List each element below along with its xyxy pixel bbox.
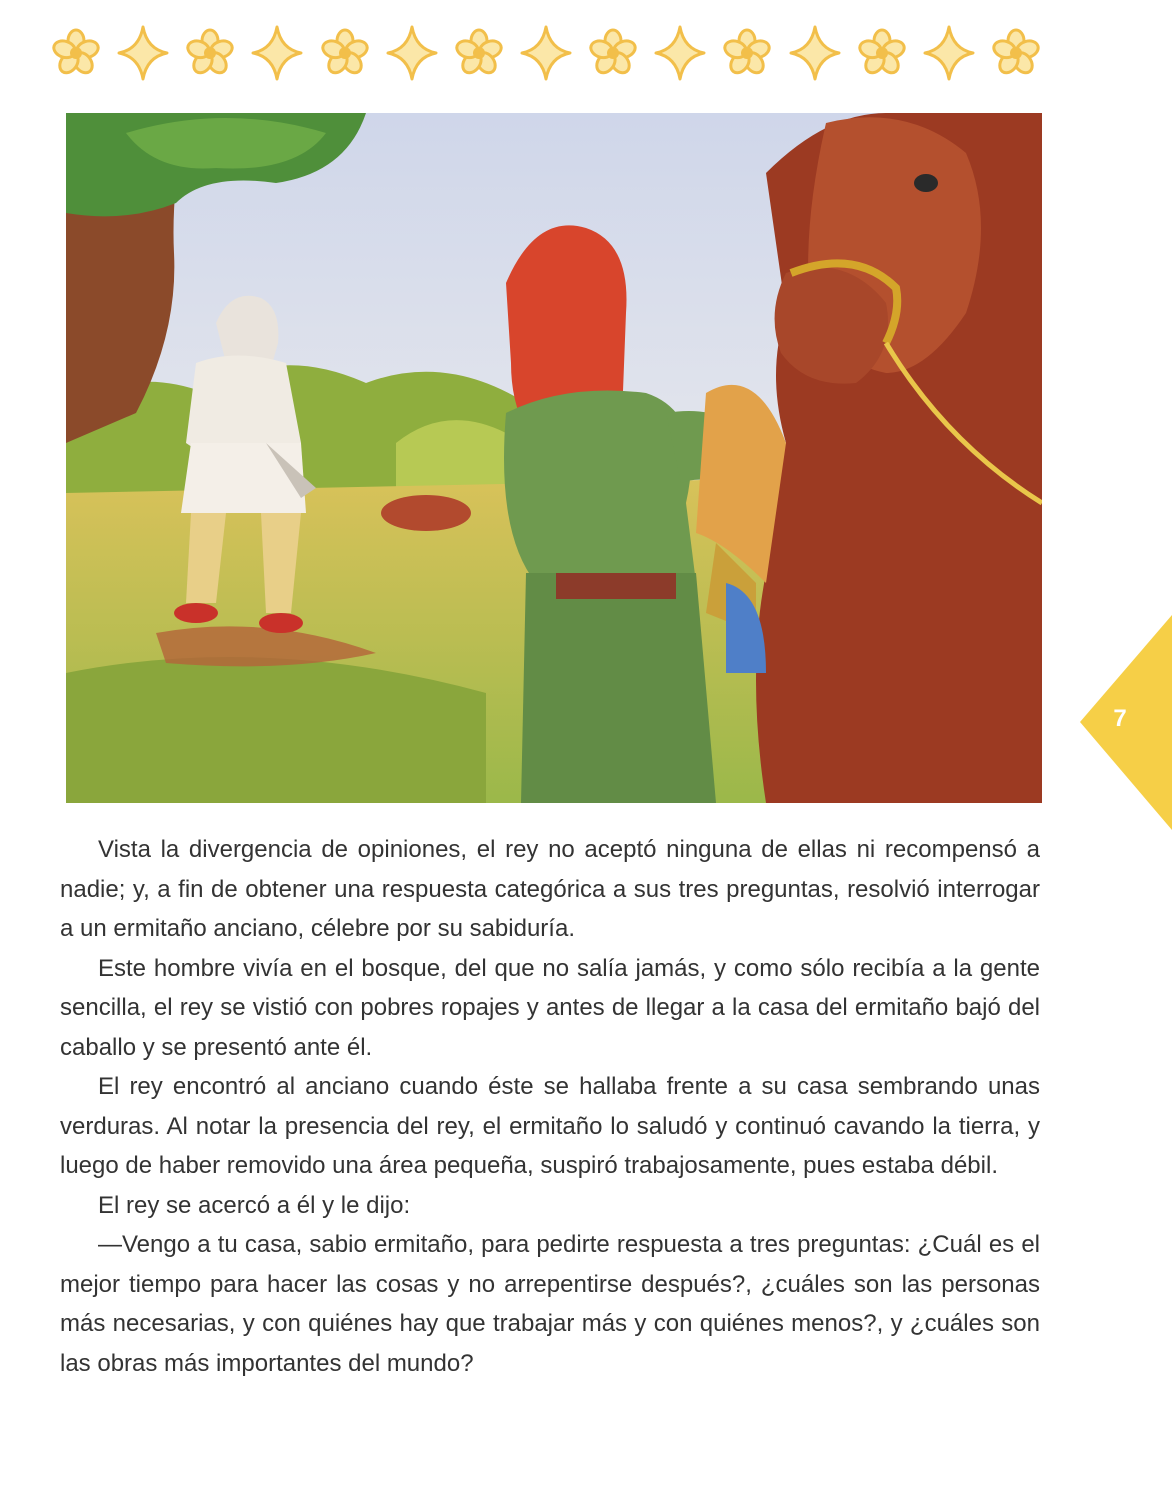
flower-icon xyxy=(721,27,773,79)
flower-icon xyxy=(990,27,1042,79)
flower-icon xyxy=(453,27,505,79)
story-text xyxy=(60,830,1040,1383)
page-number: 7 xyxy=(1113,705,1127,732)
sparkle-icon xyxy=(654,25,706,81)
paragraph: Vista la divergencia de opiniones, el rey no aceptó ninguna de ellas ni recompensó a nadie; y, a fin de obtener una respuesta categórica a sus tres preguntas, resolvió interrogar a un ermitaño anciano, célebre por su sabiduría. xyxy=(60,836,1040,942)
sparkle-icon xyxy=(520,25,572,81)
paragraph: —Vengo a tu casa, sabio ermitaño, para pedirte respuesta a tres preguntas: ¿Cuál es el mejor tiempo para hacer las cosas y no arrepentirse después?, ¿cuáles son las personas más necesarias, y con quiénes hay que trabajar más y con quiénes menos?, y ¿cuáles son las obras más importantes del mundo? xyxy=(60,1231,1040,1377)
flower-icon xyxy=(856,27,908,79)
sparkle-icon xyxy=(923,25,975,81)
flower-icon xyxy=(50,27,102,79)
sparkle-icon xyxy=(789,25,841,81)
decorative-border xyxy=(50,22,1042,84)
flower-icon xyxy=(319,27,371,79)
paragraph: El rey encontró al anciano cuando éste se hallaba frente a su casa sembrando unas verduras. Al notar la presencia del rey, el ermitaño lo saludó y continuó cavando la tierra, y luego de haber removido una área pequeña, suspiró trabajosamente, pues estaba débil. xyxy=(60,1073,1040,1179)
sparkle-icon xyxy=(386,25,438,81)
story-illustration xyxy=(66,113,1042,803)
flower-icon xyxy=(587,27,639,79)
flower-icon xyxy=(184,27,236,79)
sparkle-icon xyxy=(251,25,303,81)
paragraph: Este hombre vivía en el bosque, del que no salía jamás, y como sólo recibía a la gente sencilla, el rey se vistió con pobres ropajes y antes de llegar a la casa del ermitaño bajó del caballo y se presentó ante él. xyxy=(60,954,1040,1061)
paragraph: El rey se acercó a él y le dijo: xyxy=(98,1191,411,1219)
sparkle-icon xyxy=(117,25,169,81)
